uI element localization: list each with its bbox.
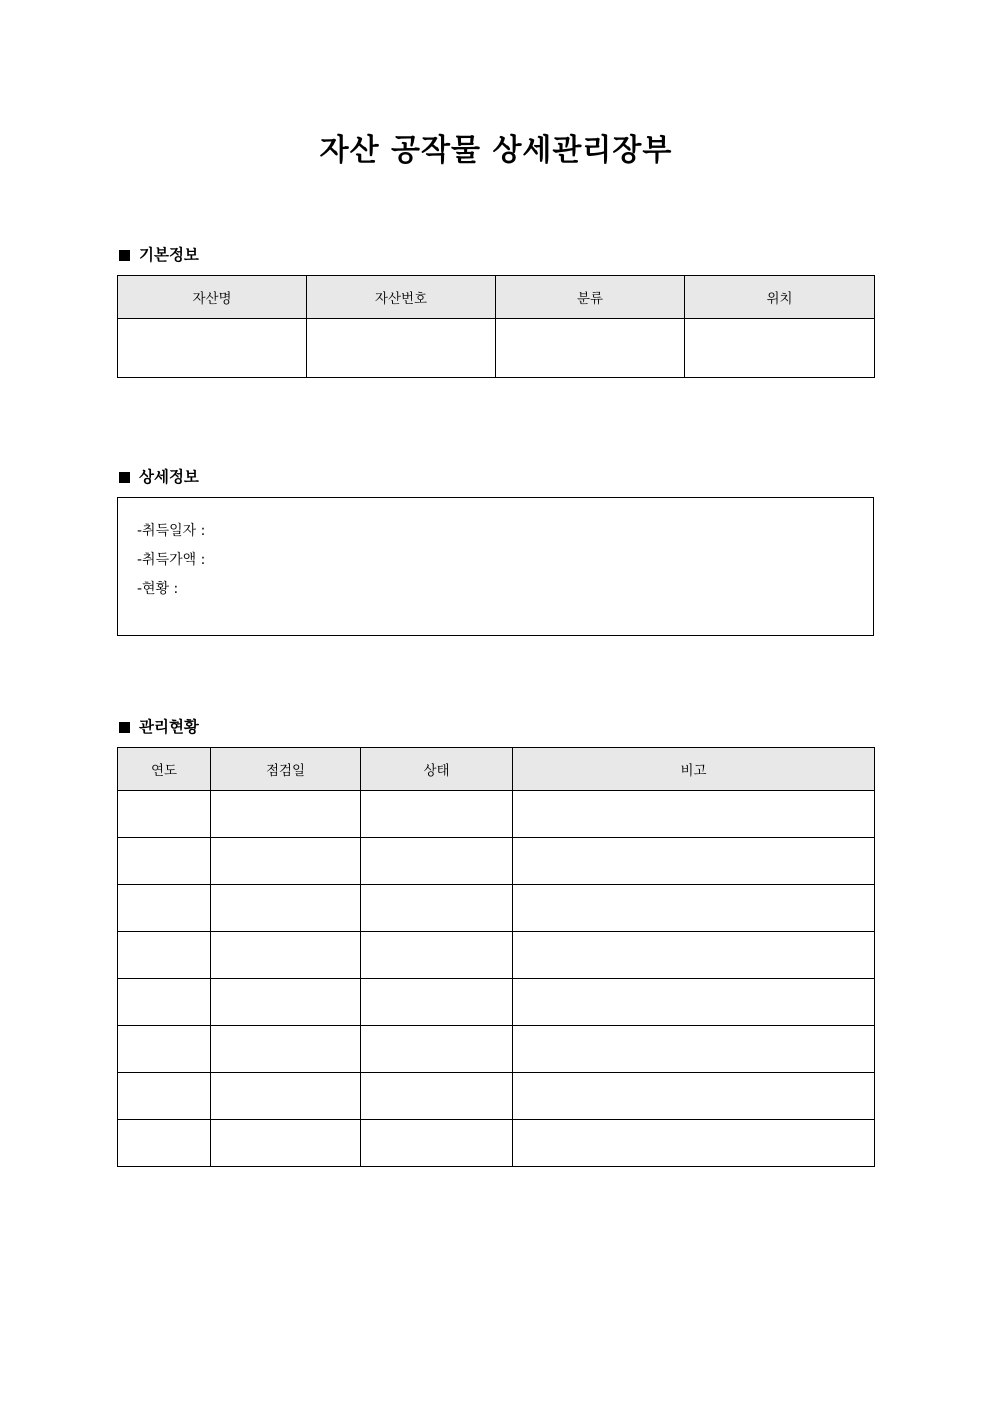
- cell-year[interactable]: [118, 978, 211, 1025]
- table-row: [118, 1072, 875, 1119]
- square-bullet-icon: [119, 472, 130, 483]
- column-header-year: 연도: [118, 747, 211, 790]
- management-status-table: [117, 747, 875, 1167]
- cell-remarks[interactable]: [513, 837, 875, 884]
- square-bullet-icon: [119, 722, 130, 733]
- table-row: [118, 931, 875, 978]
- table-header-row: [118, 747, 875, 790]
- table-header-row: [118, 275, 875, 318]
- cell-year[interactable]: [118, 837, 211, 884]
- cell-year[interactable]: [118, 790, 211, 837]
- cell-condition[interactable]: [361, 931, 513, 978]
- cell-condition[interactable]: [361, 1025, 513, 1072]
- column-header-category: 분류: [496, 275, 685, 318]
- column-header-condition: 상태: [361, 747, 513, 790]
- square-bullet-icon: [119, 250, 130, 261]
- table-row: [118, 978, 875, 1025]
- cell-year[interactable]: [118, 1025, 211, 1072]
- table-row: [118, 884, 875, 931]
- section-management-status: [117, 720, 877, 1167]
- cell-remarks[interactable]: [513, 1025, 875, 1072]
- section-heading-basic-info: [119, 248, 877, 264]
- cell-condition[interactable]: [361, 837, 513, 884]
- cell-inspection-date[interactable]: [211, 837, 361, 884]
- section-heading-label: 상세정보: [139, 468, 199, 486]
- cell-inspection-date[interactable]: [211, 1119, 361, 1166]
- cell-inspection-date[interactable]: [211, 884, 361, 931]
- cell-remarks[interactable]: [513, 1072, 875, 1119]
- cell-condition[interactable]: [361, 1072, 513, 1119]
- basic-info-table: [117, 275, 875, 378]
- cell-condition[interactable]: [361, 884, 513, 931]
- column-header-asset-name: 자산명: [118, 275, 307, 318]
- column-header-asset-number: 자산번호: [307, 275, 496, 318]
- section-heading-label: 기본정보: [139, 246, 199, 264]
- column-header-location: 위치: [685, 275, 875, 318]
- cell-remarks[interactable]: [513, 1119, 875, 1166]
- cell-condition[interactable]: [361, 978, 513, 1025]
- cell-remarks[interactable]: [513, 884, 875, 931]
- table-row: [118, 837, 875, 884]
- column-header-inspection-date: 점검일: [211, 747, 361, 790]
- cell-remarks[interactable]: [513, 790, 875, 837]
- section-heading-label: 관리현황: [139, 718, 199, 736]
- cell-year[interactable]: [118, 1119, 211, 1166]
- section-basic-info: [117, 248, 877, 378]
- cell-asset-number[interactable]: [307, 318, 496, 377]
- cell-condition[interactable]: [361, 1119, 513, 1166]
- cell-remarks[interactable]: [513, 978, 875, 1025]
- table-row: [118, 1119, 875, 1166]
- cell-year[interactable]: [118, 931, 211, 978]
- cell-location[interactable]: [685, 318, 875, 377]
- cell-inspection-date[interactable]: [211, 931, 361, 978]
- table-row: [118, 1025, 875, 1072]
- table-row: [118, 318, 875, 377]
- cell-inspection-date[interactable]: [211, 1072, 361, 1119]
- cell-category[interactable]: [496, 318, 685, 377]
- cell-remarks[interactable]: [513, 931, 875, 978]
- detail-info-box[interactable]: [117, 497, 874, 636]
- cell-inspection-date[interactable]: [211, 1025, 361, 1072]
- table-row: [118, 790, 875, 837]
- section-heading-management-status: [119, 720, 877, 736]
- section-detail-info: [117, 470, 877, 636]
- cell-year[interactable]: [118, 1072, 211, 1119]
- detail-line-status: -현황 :: [137, 580, 179, 597]
- cell-condition[interactable]: [361, 790, 513, 837]
- detail-line-acquisition-date: -취득일자 :: [137, 522, 206, 539]
- cell-year[interactable]: [118, 884, 211, 931]
- cell-asset-name[interactable]: [118, 318, 307, 377]
- cell-inspection-date[interactable]: [211, 790, 361, 837]
- column-header-remarks: 비고: [513, 747, 875, 790]
- detail-line-acquisition-price: -취득가액 :: [137, 551, 206, 568]
- section-heading-detail-info: [119, 470, 877, 486]
- cell-inspection-date[interactable]: [211, 978, 361, 1025]
- page-title: 자산 공작물 상세관리장부: [319, 133, 673, 168]
